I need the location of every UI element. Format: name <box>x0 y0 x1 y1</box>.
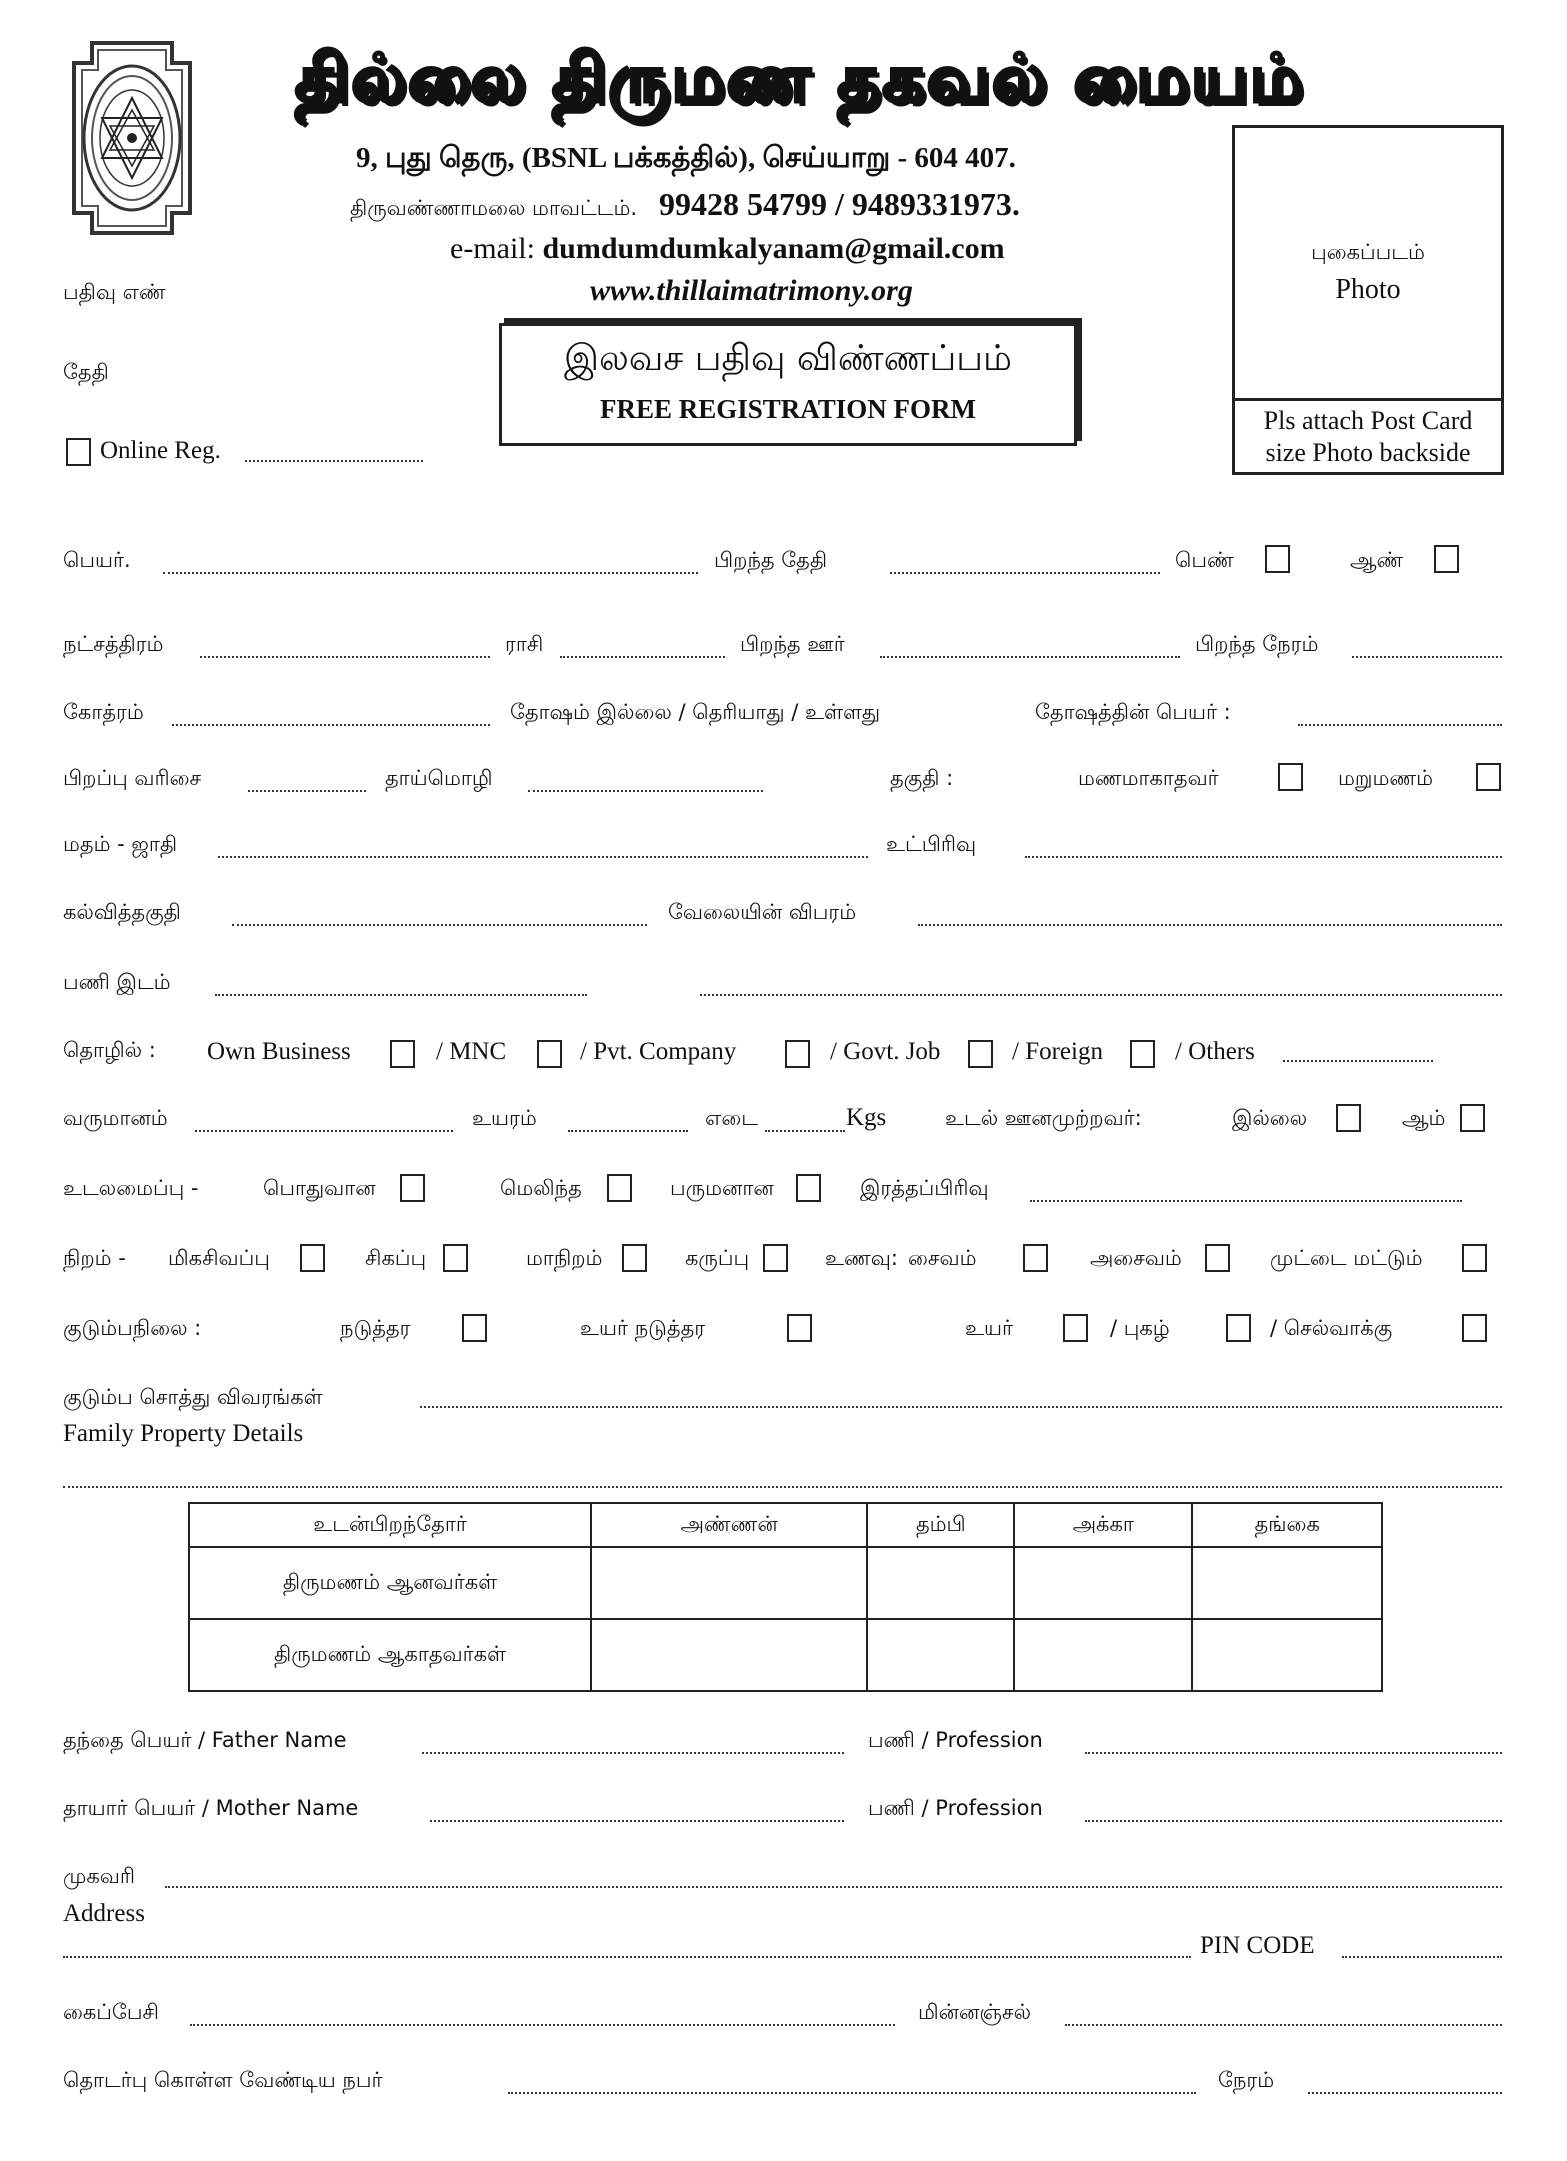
body-type-label: உடலமைப்பு - <box>63 1176 199 1200</box>
body-normal-checkbox[interactable] <box>400 1174 425 1202</box>
food-label: உணவு: <box>825 1246 898 1270</box>
occ-foreign-label: / Foreign <box>1012 1038 1103 1065</box>
food-veg-label: சைவம் <box>908 1246 977 1270</box>
body-slim-checkbox[interactable] <box>607 1174 632 1202</box>
occ-pvt-checkbox[interactable] <box>785 1040 810 1068</box>
online-reg-label: Online Reg. <box>100 437 221 464</box>
father-label: தந்தை பெயர் / Father Name <box>63 1728 347 1752</box>
education-field[interactable] <box>232 924 647 926</box>
siblings-table <box>188 1502 1383 1692</box>
mother-tongue-label: தாய்மொழி <box>385 766 493 790</box>
disabled-no-label: இல்லை <box>1232 1106 1308 1130</box>
birth-order-field[interactable] <box>248 790 366 792</box>
table-header: தம்பி <box>867 1503 1014 1547</box>
job-details-field[interactable] <box>918 924 1502 926</box>
table-header: தங்கை <box>1192 1503 1382 1547</box>
rasi-field[interactable] <box>560 656 725 658</box>
address-label-ta: முகவரி <box>63 1864 135 1888</box>
form-title-ta: இலவச பதிவு விண்ணப்பம் <box>563 338 1013 379</box>
date-label: தேதி <box>63 360 109 384</box>
father-profession-label: பணி / Profession <box>868 1728 1043 1752</box>
dob-field[interactable] <box>890 572 1160 574</box>
row-label: திருமணம் ஆகாதவர்கள் <box>189 1619 591 1691</box>
complexion-fair-label: சிகப்பு <box>365 1246 427 1270</box>
income-label: வருமானம் <box>63 1106 168 1130</box>
mother-profession-label: பணி / Profession <box>868 1796 1043 1820</box>
blood-group-field[interactable] <box>1030 1200 1462 1202</box>
table-header: உடன்பிறந்தோர் <box>189 1503 591 1547</box>
occ-mnc-checkbox[interactable] <box>537 1040 562 1068</box>
mother-row <box>63 1796 358 1823</box>
family-famous-checkbox[interactable] <box>1226 1314 1251 1342</box>
father-profession-field[interactable] <box>1085 1752 1502 1754</box>
disabled-no-checkbox[interactable] <box>1336 1104 1361 1132</box>
body-heavy-checkbox[interactable] <box>796 1174 821 1202</box>
disabled-label: உடல் ஊனமுற்றவர்: <box>945 1106 1142 1130</box>
complexion-wheat-label: மாநிறம் <box>526 1246 603 1270</box>
status-label: தகுதி : <box>890 766 954 790</box>
table-header: அக்கா <box>1014 1503 1192 1547</box>
online-reg-field[interactable] <box>245 460 423 462</box>
mother-label: தாயார் பெயர் / Mother Name <box>63 1796 359 1820</box>
photo-note-1: Pls attach Post Card <box>1263 406 1473 435</box>
occ-own-business-checkbox[interactable] <box>390 1040 415 1068</box>
birth-order-label: பிறப்பு வரிசை <box>63 766 202 790</box>
complexion-dark-checkbox[interactable] <box>763 1244 788 1272</box>
table-row <box>189 1547 1382 1619</box>
family-middle-checkbox[interactable] <box>462 1314 487 1342</box>
occ-own-business-label: Own Business <box>207 1038 351 1065</box>
body-slim-label: மெலிந்த <box>500 1176 582 1200</box>
family-middle-label: நடுத்தர <box>340 1316 411 1340</box>
complexion-label: நிறம் - <box>63 1246 126 1270</box>
dob-label: பிறந்த தேதி <box>714 548 828 572</box>
occ-govt-label: / Govt. Job <box>830 1038 941 1065</box>
name-field[interactable] <box>163 572 698 574</box>
contact-time-label: நேரம் <box>1218 2068 1275 2092</box>
property-field[interactable] <box>420 1406 1502 1408</box>
family-upper-middle-label: உயர் நடுத்தர <box>580 1316 706 1340</box>
food-nonveg-checkbox[interactable] <box>1205 1244 1230 1272</box>
table-row <box>189 1619 1382 1691</box>
contact-person-label: தொடர்பு கொள்ள வேண்டிய நபர் <box>63 2068 383 2092</box>
contact-person-field[interactable] <box>508 2092 1196 2094</box>
family-upper-middle-checkbox[interactable] <box>787 1314 812 1342</box>
education-label: கல்வித்தகுதி <box>63 900 181 924</box>
property-label-ta: குடும்ப சொத்து விவரங்கள் <box>63 1385 323 1409</box>
property-label-en: Family Property Details <box>63 1420 304 1447</box>
name-label: பெயர். <box>63 548 131 572</box>
birth-time-field[interactable] <box>1352 656 1502 658</box>
weight-unit: Kgs <box>846 1104 887 1131</box>
food-nonveg-label: அசைவம் <box>1090 1246 1182 1270</box>
father-row <box>63 1728 347 1755</box>
weight-label: எடை <box>705 1106 758 1130</box>
subcaste-field[interactable] <box>1025 856 1502 858</box>
disabled-yes-label: ஆம் <box>1402 1106 1446 1130</box>
work-place-label: பணி இடம் <box>63 970 171 994</box>
occ-others-field[interactable] <box>1283 1060 1433 1062</box>
online-reg-checkbox[interactable] <box>66 438 91 466</box>
birth-time-label: பிறந்த நேரம் <box>1195 632 1319 656</box>
mother-name-field[interactable] <box>430 1820 844 1822</box>
photo-label-en: Photo <box>1335 274 1401 305</box>
contact-time-field[interactable] <box>1308 2092 1502 2094</box>
occ-foreign-checkbox[interactable] <box>1130 1040 1155 1068</box>
work-place-field-2[interactable] <box>700 994 1502 996</box>
form-title-box <box>499 323 1077 446</box>
subcaste-label: உட்பிரிவு <box>886 832 977 856</box>
pin-code-field[interactable] <box>1342 1956 1502 1958</box>
unmarried-label: மணமாகாதவர் <box>1078 766 1219 790</box>
complexion-very-fair-checkbox[interactable] <box>300 1244 325 1272</box>
rasi-label: ராசி <box>505 632 544 656</box>
food-egg-checkbox[interactable] <box>1462 1244 1487 1272</box>
unmarried-checkbox[interactable] <box>1278 763 1303 791</box>
birth-place-label: பிறந்த ஊர் <box>740 632 845 656</box>
complexion-wheat-checkbox[interactable] <box>622 1244 647 1272</box>
male-label: ஆண் <box>1350 548 1404 572</box>
gothram-label: கோத்ரம் <box>63 700 144 724</box>
occ-mnc-label: / MNC <box>436 1038 507 1065</box>
family-famous-label: / புகழ் <box>1110 1316 1170 1340</box>
dosham-name-label: தோஷத்தின் பெயர் : <box>1035 700 1231 724</box>
email-field[interactable] <box>1065 2024 1502 2026</box>
father-name-field[interactable] <box>422 1752 844 1754</box>
table-cell[interactable] <box>591 1547 867 1619</box>
religion-caste-field[interactable] <box>218 856 868 858</box>
email-field-label: மின்னஞ்சல் <box>918 2000 1032 2024</box>
occ-govt-checkbox[interactable] <box>968 1040 993 1068</box>
table-cell[interactable] <box>1014 1547 1192 1619</box>
table-cell[interactable] <box>1192 1619 1382 1691</box>
body-normal-label: பொதுவான <box>263 1176 376 1200</box>
male-checkbox[interactable] <box>1434 545 1459 573</box>
job-details-label: வேலையின் விபரம் <box>668 900 857 924</box>
dosham-label: தோஷம் இல்லை / தெரியாது / உள்ளது <box>510 700 881 724</box>
religion-caste-label: மதம் - ஜாதி <box>63 832 178 856</box>
row-label: திருமணம் ஆனவர்கள் <box>189 1547 591 1619</box>
occupation-row <box>63 1038 156 1065</box>
star-label: நட்சத்திரம் <box>63 632 164 656</box>
address-label-en: Address <box>63 1900 145 1927</box>
income-field[interactable] <box>195 1130 453 1132</box>
family-status-label: குடும்பநிலை : <box>63 1316 202 1340</box>
photo-box[interactable] <box>1232 125 1504 475</box>
table-header: அண்ணன் <box>591 1503 867 1547</box>
height-label: உயரம் <box>472 1106 537 1130</box>
family-upper-label: உயர் <box>965 1316 1014 1340</box>
complexion-dark-label: கருப்பு <box>685 1246 750 1270</box>
sri-chakra-logo-icon <box>62 38 202 238</box>
address-field[interactable] <box>165 1886 1502 1888</box>
table-cell[interactable] <box>867 1619 1014 1691</box>
table-header-row <box>189 1503 1382 1547</box>
photo-note-2: size Photo backside <box>1265 438 1471 467</box>
family-influential-label: / செல்வாக்கு <box>1270 1316 1393 1340</box>
pin-code-label: PIN CODE <box>1200 1932 1315 1959</box>
occ-pvt-label: / Pvt. Company <box>580 1038 737 1065</box>
family-upper-checkbox[interactable] <box>1063 1314 1088 1342</box>
occupation-label: தொழில் : <box>63 1038 156 1062</box>
table-cell[interactable] <box>591 1619 867 1691</box>
body-heavy-label: பருமனான <box>670 1176 774 1200</box>
email-link[interactable]: dumdumdumkalyanam@gmail.com <box>542 232 1005 265</box>
blood-group-label: இரத்தப்பிரிவு <box>860 1176 989 1200</box>
mother-profession-field[interactable] <box>1085 1820 1502 1822</box>
mother-tongue-field[interactable] <box>528 790 763 792</box>
female-label: பெண் <box>1175 548 1234 572</box>
birth-place-field[interactable] <box>880 656 1180 658</box>
address-line: 9, புது தெரு, (BSNL பக்கத்தில்), செய்யாறு - 604 407. <box>356 142 1016 174</box>
complexion-fair-checkbox[interactable] <box>443 1244 468 1272</box>
star-field[interactable] <box>200 656 490 658</box>
gothram-field[interactable] <box>172 724 490 726</box>
remarriage-checkbox[interactable] <box>1476 763 1501 791</box>
dosham-name-field[interactable] <box>1298 724 1502 726</box>
complexion-very-fair-label: மிகசிவப்பு <box>168 1246 270 1270</box>
female-checkbox[interactable] <box>1265 545 1290 573</box>
weight-field[interactable] <box>765 1130 845 1132</box>
food-veg-checkbox[interactable] <box>1023 1244 1048 1272</box>
email-line: e-mail: dumdumdumkalyanam@gmail.com <box>450 232 1005 265</box>
table-cell[interactable] <box>867 1547 1014 1619</box>
occ-others-label: / Others <box>1175 1038 1255 1065</box>
photo-divider <box>1235 398 1501 401</box>
table-cell[interactable] <box>1192 1547 1382 1619</box>
mobile-label: கைப்பேசி <box>63 2000 159 2024</box>
form-title-en: FREE REGISTRATION FORM <box>599 394 977 424</box>
reg-no-label: பதிவு எண் <box>63 280 166 304</box>
table-cell[interactable] <box>1014 1619 1192 1691</box>
banner-title: தில்லை திருமண தகவல் மையம் <box>295 40 1305 117</box>
website-link[interactable]: www.thillaimatrimony.org <box>590 274 913 307</box>
address-field-2[interactable] <box>63 1956 1191 1958</box>
mobile-field[interactable] <box>190 2024 895 2026</box>
work-place-field[interactable] <box>215 994 587 996</box>
remarriage-label: மறுமணம் <box>1338 766 1433 790</box>
photo-label-ta: புகைப்படம் <box>1311 240 1425 264</box>
food-egg-label: முட்டை மட்டும் <box>1270 1246 1423 1270</box>
height-field[interactable] <box>568 1130 688 1132</box>
district-phone-line: திருவண்ணாமலை மாவட்டம். 99428 54799 / 9489331973. <box>350 186 1020 222</box>
property-field-2[interactable] <box>63 1486 1502 1488</box>
family-influential-checkbox[interactable] <box>1462 1314 1487 1342</box>
disabled-yes-checkbox[interactable] <box>1460 1104 1485 1132</box>
